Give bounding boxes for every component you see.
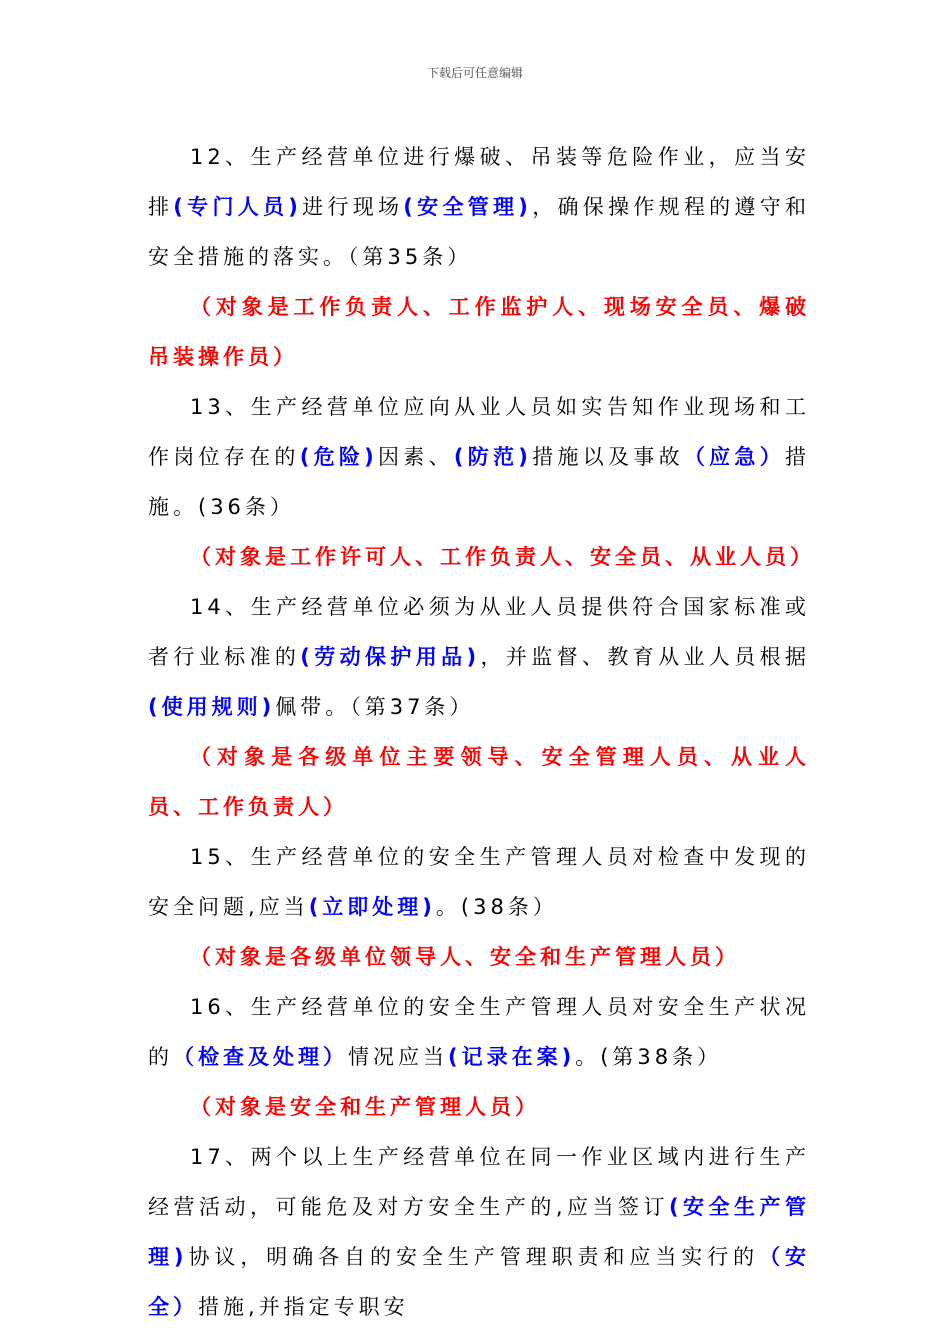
answer-text: (防范) [453, 445, 532, 469]
question-text: 。(38条） [435, 895, 558, 919]
note-15: （对象是各级单位领导人、安全和生产管理人员） [190, 945, 740, 969]
note-14: （对象是各级单位主要领导、安全管理人员、从业人员、工作负责人） [148, 745, 810, 819]
question-text: 14、生产经营单位必须为从业人员提供符合国家标准或者行业标准的 [148, 595, 810, 669]
question-16 [148, 982, 810, 1082]
note-16: （对象是安全和生产管理人员） [190, 1095, 540, 1119]
question-text: 情况应当 [348, 1045, 448, 1069]
question-text: 16、生产经营单位的安全生产管理人员对安全生产状况的 [148, 995, 810, 1069]
question-14 [148, 582, 810, 732]
answer-text: (使用规则) [148, 695, 276, 719]
question-text: ，确保操作规程的遵守和安全措施的落实。（第35条） [148, 195, 810, 269]
question-text: 17、两个以上生产经营单位在同一作业区域内进行生产经营活动，可能危及对方安全生产的,应当签订 [148, 1145, 810, 1219]
question-text: 措施。(36条） [148, 445, 810, 519]
question-text: 因素、 [377, 445, 454, 469]
question-text: 。(第38条） [575, 1045, 723, 1069]
answer-text: (专门人员) [173, 195, 302, 219]
question-text: 13、生产经营单位应向从业人员如实告知作业现场和工作岗位存在的 [148, 395, 810, 469]
answer-text: (记录在案) [448, 1045, 576, 1069]
question-12 [148, 132, 810, 282]
answer-text: (危险) [299, 445, 378, 469]
question-17 [148, 1132, 810, 1332]
answer-text: (劳动保护用品) [300, 645, 481, 669]
question-15 [148, 832, 810, 932]
answer-text: (安全管理) [403, 195, 532, 219]
answer-text: （安全） [148, 1245, 811, 1319]
document-body [148, 132, 815, 1332]
page-header: 下载后可任意编辑 [426, 66, 523, 80]
answer-text: (安全生产管理) [148, 1195, 810, 1269]
answer-text: (立即处理) [308, 895, 436, 919]
question-text: ，并监督、教育从业人员根据 [480, 645, 811, 669]
question-text: 协议，明确各自的安全生产管理职责和应当实行的 [187, 1245, 760, 1269]
question-text: 措施以及事故 [531, 445, 684, 469]
question-text: 进行现场 [301, 195, 404, 219]
question-13 [148, 382, 810, 532]
question-text: 15、生产经营单位的安全生产管理人员对检查中发现的安全问题,应当 [148, 845, 810, 919]
note-13: （对象是工作许可人、工作负责人、安全员、从业人员） [190, 545, 815, 569]
note-12: （对象是工作负责人、工作监护人、现场安全员、爆破吊装操作员） [148, 295, 810, 369]
answer-text: （应急） [683, 445, 785, 469]
question-text: 措施,并指定专职安 [198, 1295, 409, 1319]
answer-text: （检查及处理） [173, 1045, 348, 1069]
question-text: 12、生产经营单位进行爆破、吊装等危险作业，应当安排 [148, 145, 810, 219]
question-text: 佩带。（第37条） [275, 695, 475, 719]
